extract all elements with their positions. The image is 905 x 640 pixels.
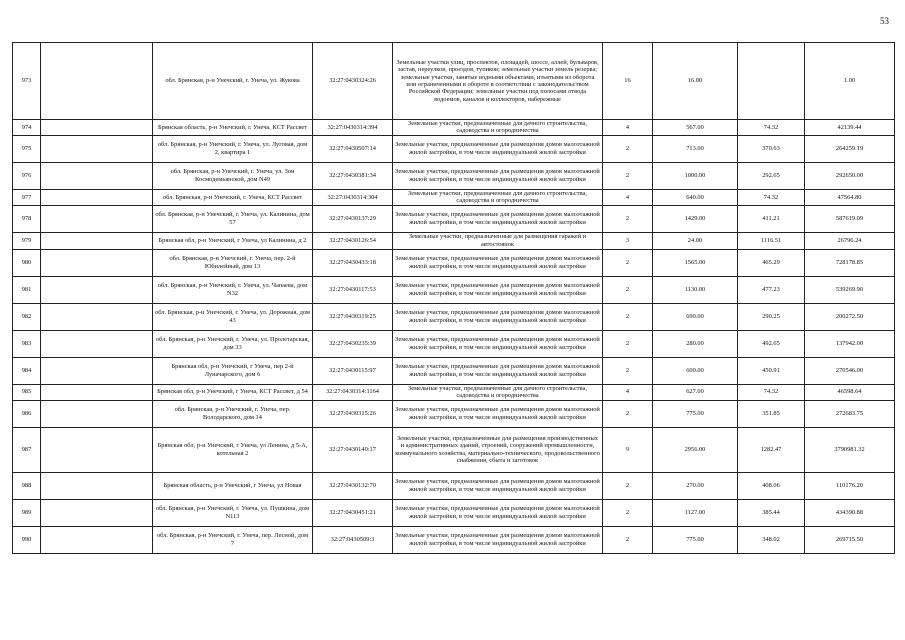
row-number-cell: 983 (13, 330, 41, 357)
cadastral-number-cell: 32:27:0430433:18 (313, 249, 393, 276)
table-row (13, 135, 895, 162)
cadastral-value-cell: 200272.50 (805, 303, 895, 330)
cadastral-value-cell: 26796.24 (805, 232, 895, 249)
address-cell: Брянская обл, р-н Унечский, г Унеча, ул Ленина, д 5-А, котельная 2 (153, 427, 313, 472)
address-cell: обл. Брянская, р-н Унечский, г. Унеча, ул. Дорожная, дом 43 (153, 303, 313, 330)
area-cell: 2956.00 (653, 427, 738, 472)
area-cell: 1429.00 (653, 205, 738, 232)
area-cell: 24.00 (653, 232, 738, 249)
land-use-type-cell: Земельные участки, предназначенные для размещения домов малоэтажной жилой застройки, в том числе индивидуальной жилой застройки (393, 472, 603, 499)
area-cell: 627.00 (653, 384, 738, 400)
specific-value-cell: 1282.47 (738, 427, 805, 472)
cadastral-value-cell: 264259.19 (805, 135, 895, 162)
cadastral-value-cell: 272683.75 (805, 400, 895, 427)
cadastral-value-cell: 728178.85 (805, 249, 895, 276)
area-cell: 270.00 (653, 472, 738, 499)
area-cell: 775.00 (653, 526, 738, 553)
address-cell: обл. Брянская, р-н Унечский, г. Унеча, ул. Зои Космодемьянской, дом N49 (153, 162, 313, 189)
land-use-type-cell: Земельные участки улиц, проспектов, площадей, шоссе, аллей, бульваров, застав, переулков, проездов, тупиков; земельные участки земель резерва; земельные участки, занятые водными объектами, изъятыми из оборота или ограниченными в обороте в соответствии с законодательством Российской Федерации; земельные участки под полосами отвода водоемов, каналов и коллекторов, набережные (393, 43, 603, 120)
specific-value-cell: 411.21 (738, 205, 805, 232)
group-number-cell: 2 (603, 357, 653, 384)
cadastral-number-cell: 32:27:0430451:21 (313, 499, 393, 526)
group-number-cell: 4 (603, 384, 653, 400)
cadastral-value-cell: 587619.09 (805, 205, 895, 232)
cadastral-number-cell: 32:27:0430314:304 (313, 189, 393, 205)
cadastral-number-cell: 32:27:0430115:97 (313, 357, 393, 384)
table-row (13, 189, 895, 205)
table-row (13, 249, 895, 276)
row-number-cell: 988 (13, 472, 41, 499)
spacer-cell (41, 472, 153, 499)
area-cell: 775.00 (653, 400, 738, 427)
cadastral-number-cell: 32:27:0430319:25 (313, 303, 393, 330)
land-use-type-cell: Земельные участки, предназначенные для размещения домов малоэтажной жилой застройки, в том числе индивидуальной жилой застройки (393, 400, 603, 427)
cadastral-number-cell: 32:27:0430509:3 (313, 526, 393, 553)
spacer-cell (41, 232, 153, 249)
table-row (13, 472, 895, 499)
land-use-type-cell: Земельные участки, предназначенные для размещения домов малоэтажной жилой застройки, в том числе индивидуальной жилой застройки (393, 249, 603, 276)
specific-value-cell: 370.63 (738, 135, 805, 162)
table-row (13, 400, 895, 427)
group-number-cell: 2 (603, 400, 653, 427)
spacer-cell (41, 400, 153, 427)
cadastral-number-cell: 32:27:0430117:53 (313, 276, 393, 303)
cadastral-value-cell: 269715.50 (805, 526, 895, 553)
group-number-cell: 2 (603, 303, 653, 330)
table-row (13, 162, 895, 189)
spacer-cell (41, 276, 153, 303)
land-use-type-cell: Земельные участки, предназначенные для размещения домов малоэтажной жилой застройки, в том числе индивидуальной жилой застройки (393, 526, 603, 553)
table-row (13, 120, 895, 136)
area-cell: 280.00 (653, 330, 738, 357)
address-cell: обл. Брянская, р-н Унечский, г. Унеча, ул. Пролетарская, дом 33 (153, 330, 313, 357)
row-number-cell: 987 (13, 427, 41, 472)
land-use-type-cell: Земельные участки, предназначенные для размещения домов малоэтажной жилой застройки, в том числе индивидуальной жилой застройки (393, 135, 603, 162)
spacer-cell (41, 427, 153, 472)
specific-value-cell: 292.65 (738, 162, 805, 189)
address-cell: обл. Брянская, р-н Унечский, г. Унеча, ул. Пушкина, дом N113 (153, 499, 313, 526)
land-use-type-cell: Земельные участки, предназначенные для размещения домов малоэтажной жилой застройки, в том числе индивидуальной жилой застройки (393, 303, 603, 330)
cadastral-number-cell: 32:27:0430314:394 (313, 120, 393, 136)
area-cell: 1565.00 (653, 249, 738, 276)
group-number-cell: 2 (603, 135, 653, 162)
group-number-cell: 16 (603, 43, 653, 120)
group-number-cell: 3 (603, 232, 653, 249)
table-row (13, 303, 895, 330)
cadastral-number-cell: 32:27:0430507:14 (313, 135, 393, 162)
table-row (13, 43, 895, 120)
row-number-cell: 979 (13, 232, 41, 249)
land-use-type-cell: Земельные участки, предназначенные для размещения домов малоэтажной жилой застройки, в том числе индивидуальной жилой застройки (393, 276, 603, 303)
cadastral-value-cell: 3790981.32 (805, 427, 895, 472)
specific-value-cell: 74.32 (738, 384, 805, 400)
group-number-cell: 2 (603, 205, 653, 232)
cadastral-number-cell: 32:27:0430235:39 (313, 330, 393, 357)
land-use-type-cell: Земельные участки, предназначенные для размещения домов малоэтажной жилой застройки, в том числе индивидуальной жилой застройки (393, 330, 603, 357)
row-number-cell: 989 (13, 499, 41, 526)
specific-value-cell (738, 43, 805, 120)
area-cell: 1000.00 (653, 162, 738, 189)
page-number: 53 (880, 16, 889, 26)
area-cell: 690.00 (653, 303, 738, 330)
row-number-cell: 973 (13, 43, 41, 120)
land-use-type-cell: Земельные участки, предназначенные для дачного строительства, садоводства и огородничества (393, 120, 603, 136)
spacer-cell (41, 384, 153, 400)
cadastral-number-cell: 32:27:0430126:54 (313, 232, 393, 249)
land-use-type-cell: Земельные участки, предназначенные для размещения производственных и административных зданий, строений, сооружений промышленности, коммунального хозяйства, материально-технического, продовольственного снабжения, сбыта и заготовок (393, 427, 603, 472)
group-number-cell: 2 (603, 472, 653, 499)
spacer-cell (41, 189, 153, 205)
table-row (13, 232, 895, 249)
spacer-cell (41, 135, 153, 162)
land-use-type-cell: Земельные участки, предназначенные для размещения домов малоэтажной жилой застройки, в том числе индивидуальной жилой застройки (393, 205, 603, 232)
cadastral-value-cell: 42139.44 (805, 120, 895, 136)
cadastral-value-cell: 110176.20 (805, 472, 895, 499)
specific-value-cell: 74.32 (738, 120, 805, 136)
address-cell: обл. Брянская, р-н Унечский, г. Унеча, КСТ Рассвет (153, 189, 313, 205)
spacer-cell (41, 249, 153, 276)
land-use-type-cell: Земельные участки, предназначенные для размещения домов малоэтажной жилой застройки, в том числе индивидуальной жилой застройки (393, 162, 603, 189)
cadastral-number-cell: 32:27:0430324:26 (313, 43, 393, 120)
spacer-cell (41, 120, 153, 136)
address-cell: Брянская обл, р-н Унечский, г Унеча, КСТ Рассвет, д 54 (153, 384, 313, 400)
spacer-cell (41, 162, 153, 189)
row-number-cell: 978 (13, 205, 41, 232)
row-number-cell: 976 (13, 162, 41, 189)
area-cell: 1130.00 (653, 276, 738, 303)
address-cell: обл. Брянская, р-н Унечский, г. Унеча, пер. Володарского, дом 14 (153, 400, 313, 427)
row-number-cell: 975 (13, 135, 41, 162)
land-use-type-cell: Земельные участки, предназначенные для дачного строительства, садоводства и огородничества (393, 189, 603, 205)
table-row (13, 526, 895, 553)
group-number-cell: 4 (603, 189, 653, 205)
table-row (13, 276, 895, 303)
area-cell: 16.00 (653, 43, 738, 120)
area-cell: 1127.00 (653, 499, 738, 526)
group-number-cell: 2 (603, 276, 653, 303)
address-cell: обл. Брянская, р-н Унечский, г. Унеча, ул. Жукова (153, 43, 313, 120)
specific-value-cell: 351.85 (738, 400, 805, 427)
specific-value-cell: 385.44 (738, 499, 805, 526)
cadastral-number-cell: 32:27:0430315:26 (313, 400, 393, 427)
land-use-type-cell: Земельные участки, предназначенные для размещения гаражей и автостоянок (393, 232, 603, 249)
specific-value-cell: 1116.51 (738, 232, 805, 249)
cadastral-value-cell: 539269.90 (805, 276, 895, 303)
cadastral-value-cell: 46598.64 (805, 384, 895, 400)
cadastral-number-cell: 32:27:0430140:17 (313, 427, 393, 472)
row-number-cell: 982 (13, 303, 41, 330)
specific-value-cell: 290.25 (738, 303, 805, 330)
row-number-cell: 990 (13, 526, 41, 553)
address-cell: обл. Брянская, р-н Унечский, г. Унеча, ул. Калинина, дом 57 (153, 205, 313, 232)
area-cell: 600.00 (653, 357, 738, 384)
group-number-cell: 4 (603, 120, 653, 136)
spacer-cell (41, 303, 153, 330)
address-cell: Брянская обл, р-н Унечский, г Унеча, ул Калинина, д 2 (153, 232, 313, 249)
land-use-type-cell: Земельные участки, предназначенные для размещения домов малоэтажной жилой застройки, в том числе индивидуальной жилой застройки (393, 499, 603, 526)
group-number-cell: 2 (603, 499, 653, 526)
address-cell: Брянская область, р-н Унечский, г. Унеча, КСТ Рассвет (153, 120, 313, 136)
group-number-cell: 2 (603, 162, 653, 189)
table-row (13, 330, 895, 357)
specific-value-cell: 477.23 (738, 276, 805, 303)
specific-value-cell: 348.02 (738, 526, 805, 553)
specific-value-cell: 450.91 (738, 357, 805, 384)
cadastral-number-cell: 32:27:0430137:29 (313, 205, 393, 232)
row-number-cell: 985 (13, 384, 41, 400)
spacer-cell (41, 526, 153, 553)
spacer-cell (41, 499, 153, 526)
address-cell: Брянская область, р-н Унечский, г Унеча, ул Новая (153, 472, 313, 499)
group-number-cell: 2 (603, 526, 653, 553)
cadastral-value-table (12, 42, 895, 554)
area-cell: 640.00 (653, 189, 738, 205)
cadastral-value-cell: 292650.00 (805, 162, 895, 189)
address-cell: обл. Брянская, р-н Унечский, г. Унеча, пер. Лесной, дом 7 (153, 526, 313, 553)
group-number-cell: 2 (603, 249, 653, 276)
row-number-cell: 984 (13, 357, 41, 384)
row-number-cell: 981 (13, 276, 41, 303)
spacer-cell (41, 205, 153, 232)
address-cell: обл. Брянская, р-н Унечский, г. Унеча, пер. 2-й Юбилейный, дом 13 (153, 249, 313, 276)
cadastral-value-cell: 137942.00 (805, 330, 895, 357)
row-number-cell: 977 (13, 189, 41, 205)
row-number-cell: 974 (13, 120, 41, 136)
group-number-cell: 9 (603, 427, 653, 472)
cadastral-number-cell: 32:27:0430381:34 (313, 162, 393, 189)
spacer-cell (41, 43, 153, 120)
cadastral-value-cell: 1.00 (805, 43, 895, 120)
table-row (13, 499, 895, 526)
address-cell: обл. Брянская, р-н Унечский, г. Унеча, ул. Луговая, дом 2, квартира 1 (153, 135, 313, 162)
area-cell: 713.00 (653, 135, 738, 162)
specific-value-cell: 492.65 (738, 330, 805, 357)
cadastral-number-cell: 32:27:0430314:1164 (313, 384, 393, 400)
table-row (13, 205, 895, 232)
cadastral-value-cell: 47564.80 (805, 189, 895, 205)
specific-value-cell: 408.06 (738, 472, 805, 499)
group-number-cell: 2 (603, 330, 653, 357)
row-number-cell: 986 (13, 400, 41, 427)
address-cell: Брянская обл, р-н Унечский, г Унеча, пер 2-й Луначарского, дом 6 (153, 357, 313, 384)
specific-value-cell: 74.32 (738, 189, 805, 205)
spacer-cell (41, 330, 153, 357)
address-cell: обл. Брянская, р-н Унечский, г. Унеча, ул. Чапаева, дом N32 (153, 276, 313, 303)
cadastral-number-cell: 32:27:0430132:70 (313, 472, 393, 499)
table-row (13, 427, 895, 472)
area-cell: 567.00 (653, 120, 738, 136)
land-use-type-cell: Земельные участки, предназначенные для дачного строительства, садоводства и огородничества (393, 384, 603, 400)
row-number-cell: 980 (13, 249, 41, 276)
spacer-cell (41, 357, 153, 384)
cadastral-value-cell: 270546.00 (805, 357, 895, 384)
cadastral-value-cell: 434390.88 (805, 499, 895, 526)
land-use-type-cell: Земельные участки, предназначенные для размещения домов малоэтажной жилой застройки, в том числе индивидуальной жилой застройки (393, 357, 603, 384)
specific-value-cell: 465.29 (738, 249, 805, 276)
table-row (13, 357, 895, 384)
table-row (13, 384, 895, 400)
